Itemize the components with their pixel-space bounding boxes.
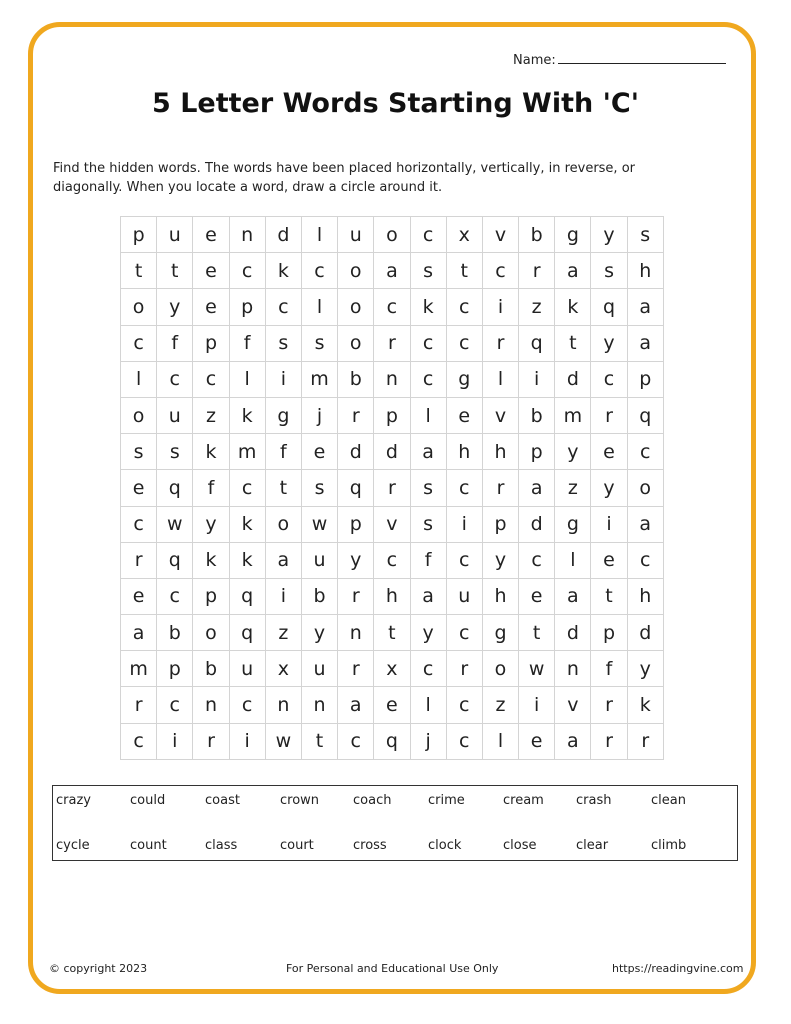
grid-cell[interactable]: k	[193, 542, 229, 578]
grid-cell[interactable]: y	[627, 651, 663, 687]
grid-cell[interactable]: h	[482, 578, 518, 614]
grid-row	[121, 651, 664, 687]
grid-cell[interactable]: p	[627, 361, 663, 397]
grid-cell[interactable]: h	[627, 253, 663, 289]
grid-cell[interactable]: h	[627, 578, 663, 614]
word-list-item: crazy	[56, 793, 91, 808]
grid-cell[interactable]: c	[446, 470, 482, 506]
grid-cell[interactable]: c	[410, 361, 446, 397]
grid-cell[interactable]: f	[410, 542, 446, 578]
word-list-item: coach	[353, 793, 392, 808]
grid-cell[interactable]: a	[519, 470, 555, 506]
grid-cell[interactable]: e	[121, 470, 157, 506]
grid-cell[interactable]: i	[446, 506, 482, 542]
grid-cell[interactable]: f	[193, 470, 229, 506]
grid-cell[interactable]: q	[229, 615, 265, 651]
grid-cell[interactable]: e	[446, 397, 482, 433]
grid-cell[interactable]: p	[121, 217, 157, 253]
grid-cell[interactable]: y	[410, 615, 446, 651]
grid-cell[interactable]: t	[121, 253, 157, 289]
grid-cell[interactable]: w	[265, 723, 301, 759]
grid-cell[interactable]: r	[482, 325, 518, 361]
grid-cell[interactable]: k	[555, 289, 591, 325]
grid-cell[interactable]: m	[301, 361, 337, 397]
grid-cell[interactable]: o	[121, 397, 157, 433]
grid-row	[121, 506, 664, 542]
grid-cell[interactable]: t	[446, 253, 482, 289]
grid-cell[interactable]: s	[121, 434, 157, 470]
grid-cell[interactable]: b	[519, 397, 555, 433]
grid-cell[interactable]: l	[410, 397, 446, 433]
grid-cell[interactable]: c	[446, 723, 482, 759]
grid-cell[interactable]: i	[265, 578, 301, 614]
grid-cell[interactable]: m	[121, 651, 157, 687]
grid-cell[interactable]: t	[591, 578, 627, 614]
grid-cell[interactable]: e	[193, 217, 229, 253]
word-list-item: cycle	[56, 838, 90, 853]
word-list-item: coast	[205, 793, 240, 808]
grid-cell[interactable]: u	[301, 542, 337, 578]
grid-cell[interactable]: k	[627, 687, 663, 723]
grid-cell[interactable]: d	[265, 217, 301, 253]
grid-cell[interactable]: c	[374, 289, 410, 325]
grid-cell[interactable]: c	[446, 325, 482, 361]
grid-cell[interactable]: o	[374, 217, 410, 253]
word-list-item: could	[130, 793, 166, 808]
grid-cell[interactable]: o	[121, 289, 157, 325]
grid-cell[interactable]: g	[555, 506, 591, 542]
grid-cell[interactable]: r	[193, 723, 229, 759]
grid-cell[interactable]: c	[265, 289, 301, 325]
grid-cell[interactable]: a	[627, 289, 663, 325]
grid-row	[121, 723, 664, 759]
word-list-item: crown	[280, 793, 320, 808]
grid-cell[interactable]: e	[519, 723, 555, 759]
grid-cell[interactable]: y	[193, 506, 229, 542]
grid-cell[interactable]: p	[374, 397, 410, 433]
word-list-item: cream	[503, 793, 544, 808]
grid-cell[interactable]: f	[265, 434, 301, 470]
grid-cell[interactable]: y	[482, 542, 518, 578]
grid-cell[interactable]: q	[157, 470, 193, 506]
grid-cell[interactable]: o	[338, 325, 374, 361]
grid-cell[interactable]: k	[229, 542, 265, 578]
grid-cell[interactable]: r	[338, 578, 374, 614]
grid-cell[interactable]: w	[301, 506, 337, 542]
grid-cell[interactable]: a	[555, 253, 591, 289]
grid-cell[interactable]: j	[301, 397, 337, 433]
grid-cell[interactable]: n	[301, 687, 337, 723]
grid-row	[121, 217, 664, 253]
grid-cell[interactable]: o	[482, 651, 518, 687]
grid-cell[interactable]: s	[410, 470, 446, 506]
grid-cell[interactable]: t	[301, 723, 337, 759]
grid-cell[interactable]: k	[193, 434, 229, 470]
grid-cell[interactable]: r	[121, 542, 157, 578]
grid-cell[interactable]: l	[555, 542, 591, 578]
grid-cell[interactable]: c	[410, 325, 446, 361]
grid-cell[interactable]: c	[410, 651, 446, 687]
grid-cell[interactable]: y	[591, 470, 627, 506]
grid-cell[interactable]: c	[121, 506, 157, 542]
grid-cell[interactable]: r	[338, 651, 374, 687]
grid-cell[interactable]: t	[519, 615, 555, 651]
grid-cell[interactable]: x	[265, 651, 301, 687]
grid-cell[interactable]: a	[555, 723, 591, 759]
grid-cell[interactable]: u	[301, 651, 337, 687]
grid-cell[interactable]: x	[446, 217, 482, 253]
grid-cell[interactable]: h	[446, 434, 482, 470]
grid-cell[interactable]: l	[482, 723, 518, 759]
grid-cell[interactable]: o	[338, 289, 374, 325]
grid-cell[interactable]: g	[265, 397, 301, 433]
grid-row	[121, 615, 664, 651]
grid-cell[interactable]: r	[591, 687, 627, 723]
grid-cell[interactable]: y	[338, 542, 374, 578]
grid-cell[interactable]: n	[229, 217, 265, 253]
grid-cell[interactable]: e	[121, 578, 157, 614]
grid-cell[interactable]: c	[410, 217, 446, 253]
grid-cell[interactable]: c	[591, 361, 627, 397]
grid-cell[interactable]: i	[519, 687, 555, 723]
word-list-item: class	[205, 838, 238, 853]
grid-cell[interactable]: g	[446, 361, 482, 397]
grid-cell[interactable]: q	[229, 578, 265, 614]
grid-cell[interactable]: n	[555, 651, 591, 687]
grid-cell[interactable]: r	[374, 325, 410, 361]
grid-cell[interactable]: y	[591, 217, 627, 253]
grid-cell[interactable]: b	[301, 578, 337, 614]
word-list-item: close	[503, 838, 537, 853]
grid-cell[interactable]: c	[446, 687, 482, 723]
grid-cell[interactable]: d	[519, 506, 555, 542]
grid-cell[interactable]: a	[338, 687, 374, 723]
grid-cell[interactable]: u	[229, 651, 265, 687]
grid-cell[interactable]: e	[301, 434, 337, 470]
grid-cell[interactable]: t	[374, 615, 410, 651]
grid-cell[interactable]: r	[338, 397, 374, 433]
grid-cell[interactable]: s	[627, 217, 663, 253]
grid-row	[121, 325, 664, 361]
word-list-item: cross	[353, 838, 387, 853]
page-title: 5 Letter Words Starting With 'C'	[152, 88, 639, 119]
grid-cell[interactable]: p	[591, 615, 627, 651]
grid-cell[interactable]: y	[591, 325, 627, 361]
grid-cell[interactable]: m	[229, 434, 265, 470]
grid-cell[interactable]: s	[410, 506, 446, 542]
grid-cell[interactable]: c	[374, 542, 410, 578]
grid-cell[interactable]: q	[591, 289, 627, 325]
grid-cell[interactable]: p	[229, 289, 265, 325]
word-list-item: court	[280, 838, 314, 853]
grid-cell[interactable]: s	[410, 253, 446, 289]
grid-cell[interactable]: x	[374, 651, 410, 687]
grid-cell[interactable]: q	[374, 723, 410, 759]
grid-cell[interactable]: b	[338, 361, 374, 397]
grid-cell[interactable]: o	[265, 506, 301, 542]
grid-cell[interactable]: d	[338, 434, 374, 470]
grid-cell[interactable]: k	[265, 253, 301, 289]
grid-cell[interactable]: d	[627, 615, 663, 651]
grid-cell[interactable]: i	[229, 723, 265, 759]
grid-row	[121, 361, 664, 397]
word-list-item: crash	[576, 793, 612, 808]
grid-cell[interactable]: c	[446, 289, 482, 325]
grid-cell[interactable]: q	[519, 325, 555, 361]
grid-cell[interactable]: i	[157, 723, 193, 759]
grid-cell[interactable]: a	[265, 542, 301, 578]
grid-cell[interactable]: p	[338, 506, 374, 542]
grid-cell[interactable]: s	[157, 434, 193, 470]
grid-cell[interactable]: c	[229, 470, 265, 506]
grid-cell[interactable]: a	[374, 253, 410, 289]
grid-cell[interactable]: q	[157, 542, 193, 578]
grid-cell[interactable]: a	[410, 578, 446, 614]
grid-cell[interactable]: y	[301, 615, 337, 651]
grid-cell[interactable]: o	[627, 470, 663, 506]
grid-cell[interactable]: o	[193, 615, 229, 651]
grid-cell[interactable]: o	[338, 253, 374, 289]
grid-cell[interactable]: l	[229, 361, 265, 397]
grid-cell[interactable]: s	[265, 325, 301, 361]
grid-cell[interactable]: l	[121, 361, 157, 397]
grid-cell[interactable]: a	[121, 615, 157, 651]
grid-cell[interactable]: a	[410, 434, 446, 470]
grid-cell[interactable]: r	[519, 253, 555, 289]
grid-cell[interactable]: u	[157, 217, 193, 253]
grid-cell[interactable]: d	[555, 361, 591, 397]
grid-cell[interactable]: h	[374, 578, 410, 614]
footer-url[interactable]: https://readingvine.com	[612, 962, 744, 975]
grid-cell[interactable]: v	[374, 506, 410, 542]
grid-cell[interactable]: y	[555, 434, 591, 470]
grid-cell[interactable]: c	[627, 542, 663, 578]
word-list-item: clock	[428, 838, 462, 853]
grid-cell[interactable]: t	[265, 470, 301, 506]
word-list-item: clear	[576, 838, 609, 853]
grid-cell[interactable]: b	[157, 615, 193, 651]
grid-cell[interactable]: w	[519, 651, 555, 687]
grid-cell[interactable]: l	[301, 217, 337, 253]
grid-row	[121, 253, 664, 289]
grid-cell[interactable]: a	[627, 506, 663, 542]
grid-cell[interactable]: n	[374, 361, 410, 397]
grid-cell[interactable]: e	[591, 434, 627, 470]
footer-usage: For Personal and Educational Use Only	[286, 962, 499, 975]
grid-cell[interactable]: y	[157, 289, 193, 325]
grid-cell[interactable]: f	[157, 325, 193, 361]
grid-cell[interactable]: r	[627, 723, 663, 759]
grid-cell[interactable]: r	[374, 470, 410, 506]
grid-cell[interactable]: p	[193, 325, 229, 361]
name-blank-line[interactable]	[558, 51, 726, 64]
grid-cell[interactable]: n	[265, 687, 301, 723]
grid-cell[interactable]: k	[410, 289, 446, 325]
grid-cell[interactable]: c	[627, 434, 663, 470]
grid-cell[interactable]: n	[338, 615, 374, 651]
grid-cell[interactable]: e	[193, 289, 229, 325]
grid-cell[interactable]: i	[482, 289, 518, 325]
grid-cell[interactable]: z	[555, 470, 591, 506]
grid-row	[121, 578, 664, 614]
grid-cell[interactable]: g	[482, 615, 518, 651]
grid-cell[interactable]: k	[229, 506, 265, 542]
grid-cell[interactable]: c	[157, 361, 193, 397]
grid-cell[interactable]: c	[157, 578, 193, 614]
grid-cell[interactable]: u	[157, 397, 193, 433]
grid-cell[interactable]: v	[555, 687, 591, 723]
grid-cell[interactable]: e	[591, 542, 627, 578]
grid-cell[interactable]: v	[482, 397, 518, 433]
grid-cell[interactable]: q	[627, 397, 663, 433]
grid-cell[interactable]: n	[193, 687, 229, 723]
grid-cell[interactable]: d	[374, 434, 410, 470]
grid-cell[interactable]: a	[555, 578, 591, 614]
grid-cell[interactable]: p	[482, 506, 518, 542]
grid-cell[interactable]: z	[482, 687, 518, 723]
grid-cell[interactable]: r	[591, 723, 627, 759]
grid-cell[interactable]: b	[519, 217, 555, 253]
grid-cell[interactable]: c	[482, 253, 518, 289]
grid-cell[interactable]: c	[338, 723, 374, 759]
word-search-grid	[120, 216, 664, 760]
grid-cell[interactable]: s	[591, 253, 627, 289]
grid-cell[interactable]: z	[193, 397, 229, 433]
grid-row	[121, 397, 664, 433]
grid-row	[121, 289, 664, 325]
grid-cell[interactable]: k	[229, 397, 265, 433]
grid-cell[interactable]: l	[410, 687, 446, 723]
word-list-item: climb	[651, 838, 687, 853]
grid-cell[interactable]: b	[193, 651, 229, 687]
grid-cell[interactable]: a	[627, 325, 663, 361]
word-list-item: clean	[651, 793, 686, 808]
grid-cell[interactable]: r	[446, 651, 482, 687]
grid-cell[interactable]: g	[555, 217, 591, 253]
grid-cell[interactable]: i	[265, 361, 301, 397]
grid-row	[121, 434, 664, 470]
grid-cell[interactable]: u	[446, 578, 482, 614]
grid-cell[interactable]: q	[338, 470, 374, 506]
grid-cell[interactable]: l	[482, 361, 518, 397]
grid-cell[interactable]: f	[229, 325, 265, 361]
grid-cell[interactable]: s	[301, 470, 337, 506]
grid-cell[interactable]: z	[265, 615, 301, 651]
grid-cell[interactable]: r	[482, 470, 518, 506]
grid-cell[interactable]: r	[591, 397, 627, 433]
grid-row	[121, 542, 664, 578]
grid-cell[interactable]: p	[193, 578, 229, 614]
grid-cell[interactable]: p	[519, 434, 555, 470]
grid-cell[interactable]: m	[555, 397, 591, 433]
instructions: Find the hidden words. The words have been placed horizontally, vertically, in reverse, or diagonally. When you locate a word, draw a circle around it.	[53, 161, 635, 195]
name-field	[513, 51, 726, 68]
grid-cell[interactable]: t	[555, 325, 591, 361]
grid-cell[interactable]: e	[519, 578, 555, 614]
grid-cell[interactable]: c	[446, 542, 482, 578]
grid-cell[interactable]: c	[519, 542, 555, 578]
grid-cell[interactable]: f	[591, 651, 627, 687]
grid-cell[interactable]: r	[121, 687, 157, 723]
grid-cell[interactable]: e	[374, 687, 410, 723]
grid-cell[interactable]: j	[410, 723, 446, 759]
name-label: Name:	[513, 53, 556, 68]
grid-cell[interactable]: c	[229, 253, 265, 289]
grid-cell[interactable]: i	[519, 361, 555, 397]
grid-cell[interactable]: v	[482, 217, 518, 253]
grid-cell[interactable]: c	[301, 253, 337, 289]
grid-cell[interactable]: w	[157, 506, 193, 542]
grid-row	[121, 470, 664, 506]
word-list-box	[52, 785, 738, 861]
grid-cell[interactable]: u	[338, 217, 374, 253]
grid-cell[interactable]: t	[157, 253, 193, 289]
grid-cell[interactable]: d	[555, 615, 591, 651]
grid-cell[interactable]: h	[482, 434, 518, 470]
word-list-item: count	[130, 838, 167, 853]
grid-cell[interactable]: z	[519, 289, 555, 325]
grid-cell[interactable]: c	[121, 325, 157, 361]
grid-cell[interactable]: c	[157, 687, 193, 723]
word-list-item: crime	[428, 793, 465, 808]
grid-cell[interactable]: e	[193, 253, 229, 289]
grid-cell[interactable]: c	[446, 615, 482, 651]
grid-cell[interactable]: p	[157, 651, 193, 687]
grid-cell[interactable]: l	[301, 289, 337, 325]
grid-cell[interactable]: c	[193, 361, 229, 397]
grid-cell[interactable]: i	[591, 506, 627, 542]
grid-cell[interactable]: s	[301, 325, 337, 361]
grid-cell[interactable]: c	[121, 723, 157, 759]
grid-cell[interactable]: c	[229, 687, 265, 723]
grid-row	[121, 687, 664, 723]
footer-copyright: © copyright 2023	[49, 962, 148, 975]
